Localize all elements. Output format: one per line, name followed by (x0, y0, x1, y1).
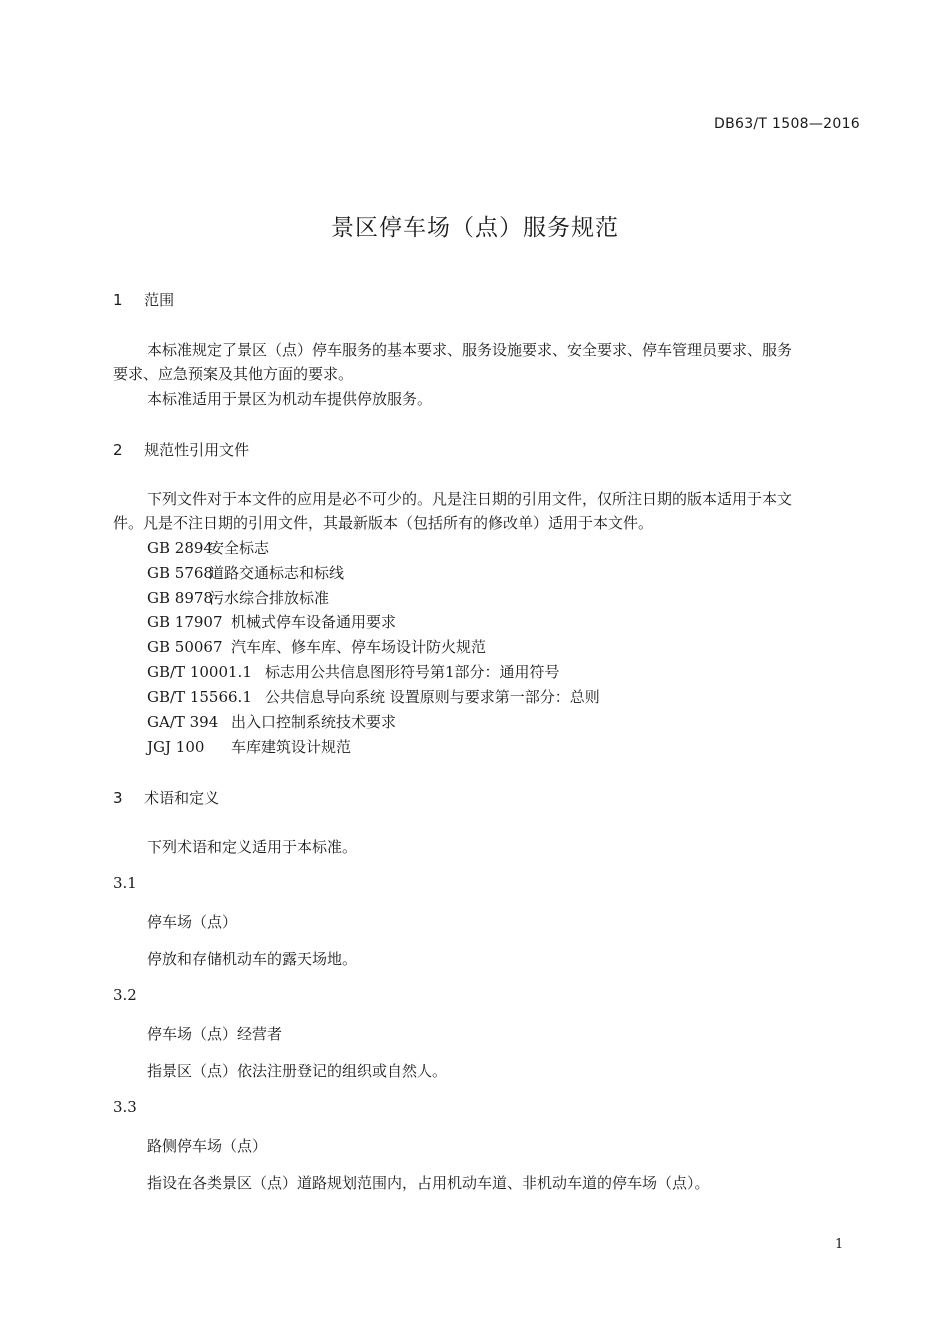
reference-title: 道路交通标志和标线 (209, 564, 345, 582)
reference-item (147, 537, 269, 558)
reference-title: 机械式停车设备通用要求 (231, 613, 397, 631)
paragraph-line: 件。凡是不注日期的引用文件，其最新版本（包括所有的修改单）适用于本文件。 (113, 514, 654, 532)
reference-item (147, 711, 396, 732)
reference-item (147, 636, 486, 657)
paragraph-line: 本标准适用于景区为机动车提供停放服务。 (147, 390, 433, 408)
section-3-heading (113, 787, 219, 808)
section-number: 3 (113, 789, 123, 807)
reference-title: 污水综合排放标准 (209, 589, 330, 607)
reference-title: 标志用公共信息图形符号第1部分：通用符号 (265, 663, 560, 681)
term-name: 停车场（点）经营者 (147, 1025, 283, 1043)
term-definition: 指设在各类景区（点）道路规划范围内，占用机动车道、非机动车道的停车场（点）。 (147, 1174, 710, 1192)
reference-title: 出入口控制系统技术要求 (231, 713, 397, 731)
paragraph-line: 要求、应急预案及其他方面的要求。 (113, 365, 354, 383)
section-1-heading (113, 289, 174, 310)
section-number: 2 (113, 441, 123, 459)
reference-title: 汽车库、修车库、停车场设计防火规范 (231, 638, 487, 656)
document-code: DB63/T 1508—2016 (714, 116, 860, 132)
reference-item (147, 587, 329, 608)
reference-item (147, 686, 600, 707)
section-number: 1 (113, 291, 123, 309)
reference-code: GB 5768 (147, 564, 213, 582)
reference-item (147, 736, 351, 757)
term-number: 3.3 (113, 1098, 137, 1116)
section-title: 范围 (144, 291, 175, 309)
reference-title: 公共信息导向系统 设置原则与要求第一部分：总则 (265, 688, 600, 706)
term-name: 路侧停车场（点） (147, 1137, 268, 1155)
reference-code: GB 50067 (147, 638, 223, 656)
reference-item (147, 661, 560, 682)
term-definition: 指景区（点）依法注册登记的组织或自然人。 (147, 1062, 448, 1080)
reference-code: GB 17907 (147, 613, 223, 631)
reference-title: 安全标志 (209, 539, 270, 557)
reference-item (147, 611, 396, 632)
reference-code: GB/T 15566.1 (147, 688, 252, 706)
reference-code: GB/T 10001.1 (147, 663, 252, 681)
reference-code: GB 2894 (147, 539, 213, 557)
section-title: 术语和定义 (144, 789, 220, 807)
paragraph-line: 本标准规定了景区（点）停车服务的基本要求、服务设施要求、安全要求、停车管理员要求、服务 (147, 341, 793, 359)
term-name: 停车场（点） (147, 913, 238, 931)
term-number: 3.1 (113, 874, 137, 892)
reference-code: JGJ 100 (147, 738, 205, 756)
section-intro: 下列术语和定义适用于本标准。 (147, 838, 358, 856)
page-number: 1 (835, 1237, 844, 1252)
section-title: 规范性引用文件 (144, 441, 250, 459)
paragraph-line: 下列文件对于本文件的应用是必不可少的。凡是注日期的引用文件，仅所注日期的版本适用于本文 (147, 490, 793, 508)
reference-item (147, 562, 344, 583)
document-title: 景区停车场（点）服务规范 (331, 215, 619, 241)
term-definition: 停放和存储机动车的露天场地。 (147, 950, 358, 968)
section-2-heading (113, 439, 249, 460)
reference-code: GA/T 394 (147, 713, 219, 731)
term-number: 3.2 (113, 986, 137, 1004)
reference-code: GB 8978 (147, 589, 213, 607)
reference-title: 车库建筑设计规范 (231, 738, 352, 756)
